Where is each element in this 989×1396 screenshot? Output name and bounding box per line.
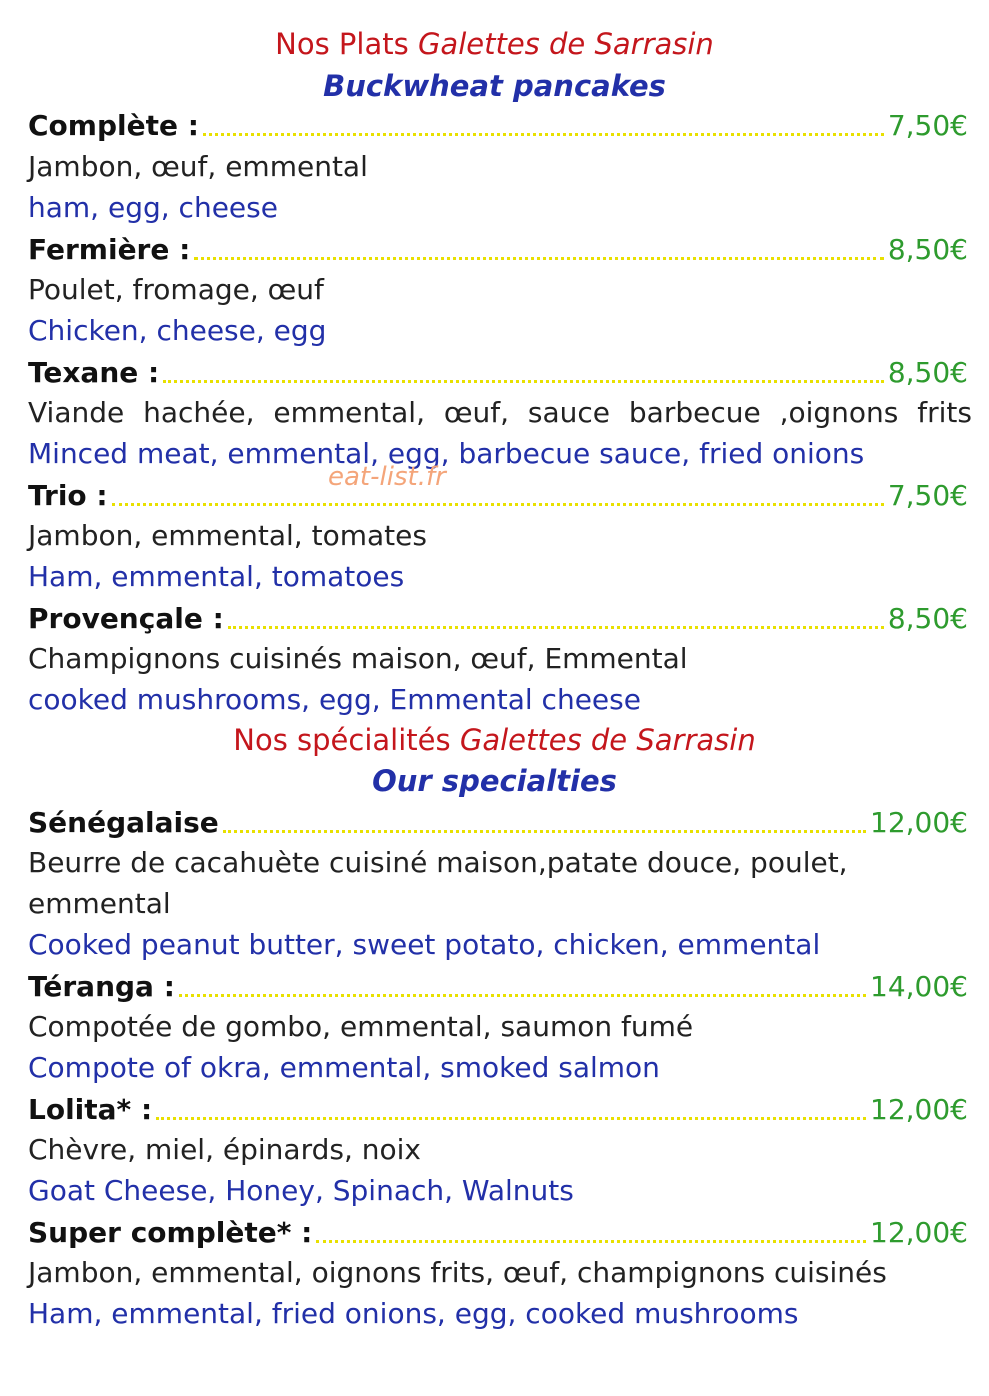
item-name: Fermière :	[28, 233, 191, 266]
item-price: 12,00€	[870, 806, 968, 839]
menu-item-lolita	[28, 1088, 968, 1128]
dot-leader	[228, 625, 884, 629]
item-desc-fr: Viande hachée, emmental, œuf, sauce barbecue ,oignons frits	[28, 396, 972, 429]
item-price: 12,00€	[870, 1093, 968, 1126]
item-price: 7,50€	[887, 479, 968, 512]
item-name: Texane :	[28, 356, 160, 389]
dot-leader	[163, 379, 884, 383]
section1-title-fr	[0, 24, 989, 64]
dot-leader	[223, 829, 866, 833]
item-desc-en: Ham, emmental, tomatoes	[28, 560, 405, 593]
item-desc-fr: Jambon, œuf, emmental	[28, 150, 368, 183]
dot-leader	[316, 1239, 866, 1243]
item-price: 14,00€	[870, 970, 968, 1003]
section2-title-fr	[0, 720, 989, 760]
item-desc-en: Minced meat, emmental, egg, barbecue sauce, fried onions	[28, 437, 865, 470]
item-name: Super complète* :	[28, 1216, 313, 1249]
item-desc-en: Ham, emmental, fried onions, egg, cooked mushrooms	[28, 1297, 799, 1330]
item-desc-en: Chicken, cheese, egg	[28, 314, 327, 347]
item-desc-fr: Champignons cuisinés maison, œuf, Emmental	[28, 642, 688, 675]
item-desc-fr: Beurre de cacahuète cuisiné maison,patate douce, poulet,	[28, 846, 848, 879]
item-desc-fr: Jambon, emmental, tomates	[28, 519, 427, 552]
section2-title-fr-b: Galettes de Sarrasin	[459, 723, 756, 757]
item-name: Sénégalaise	[28, 806, 219, 839]
item-name: Complète :	[28, 109, 199, 142]
item-desc-fr: Compotée de gombo, emmental, saumon fumé	[28, 1010, 694, 1043]
item-desc-en: Compote of okra, emmental, smoked salmon	[28, 1051, 660, 1084]
dot-leader	[203, 132, 884, 136]
section1-title-fr-a: Nos Plats	[275, 27, 409, 61]
item-desc-en: Cooked peanut butter, sweet potato, chicken, emmental	[28, 928, 821, 961]
item-desc-fr: Chèvre, miel, épinards, noix	[28, 1133, 421, 1166]
item-name: Trio :	[28, 479, 108, 512]
item-price: 8,50€	[887, 602, 968, 635]
item-name: Lolita* :	[28, 1093, 153, 1126]
item-desc-en: cooked mushrooms, egg, Emmental cheese	[28, 683, 641, 716]
section1-title-en: Buckwheat pancakes	[323, 69, 666, 103]
item-price: 8,50€	[887, 233, 968, 266]
dot-leader	[194, 256, 884, 260]
item-desc-en: ham, egg, cheese	[28, 191, 278, 224]
item-price: 7,50€	[887, 109, 968, 142]
menu-item-trio	[28, 474, 968, 514]
item-price: 12,00€	[870, 1216, 968, 1249]
menu-item-teranga	[28, 965, 968, 1005]
menu-item-super-complete	[28, 1211, 968, 1251]
section1-title-fr-b: Galettes de Sarrasin	[417, 27, 714, 61]
item-name: Téranga :	[28, 970, 175, 1003]
menu-item-fermiere	[28, 228, 968, 268]
dot-leader	[112, 502, 884, 506]
menu-item-senegalaise	[28, 801, 968, 841]
menu-item-complete	[28, 104, 968, 144]
menu-item-provencale	[28, 597, 968, 637]
item-price: 8,50€	[887, 356, 968, 389]
section2-title-fr-a: Nos spécialités	[233, 723, 451, 757]
item-name: Provençale :	[28, 602, 224, 635]
item-desc-fr-cont: emmental	[28, 887, 171, 920]
dot-leader	[156, 1116, 866, 1120]
menu-item-texane	[28, 351, 968, 391]
watermark: eat-list.fr	[328, 462, 446, 492]
item-desc-fr: Jambon, emmental, oignons frits, œuf, champignons cuisinés	[28, 1256, 887, 1289]
dot-leader	[179, 993, 866, 997]
item-desc-fr: Poulet, fromage, œuf	[28, 273, 324, 306]
item-desc-en: Goat Cheese, Honey, Spinach, Walnuts	[28, 1174, 574, 1207]
section2-title-en: Our specialties	[372, 764, 617, 798]
